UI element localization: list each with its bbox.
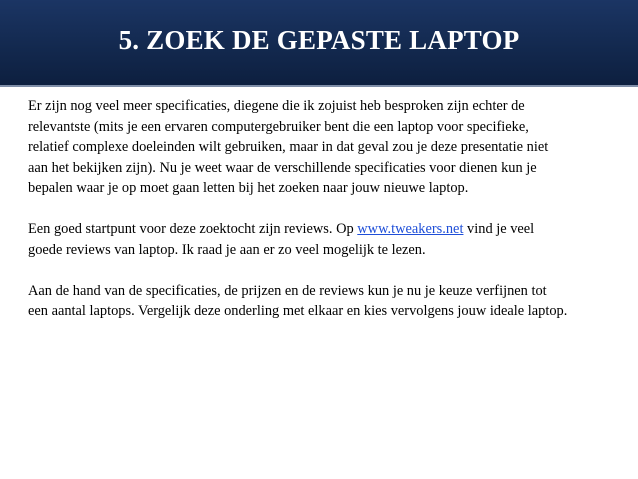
paragraph-line: aan het bekijken zijn). Nu je weet waar de verschillende specificaties voor dienen kun je xyxy=(28,159,537,176)
paragraph-line-with-link xyxy=(28,219,633,240)
title-bar xyxy=(0,0,638,87)
paragraph-line: relevantste (mits je een ervaren computergebruiker bent die een laptop voor specifieke, xyxy=(28,118,529,135)
paragraph-line: bepalen waar je op moet gaan letten bij het zoeken naar jouw nieuwe laptop. xyxy=(28,180,469,196)
text-before-link: Een goed startpunt voor deze zoektocht zijn reviews. Op xyxy=(28,221,358,237)
tweakers-link[interactable]: www.tweakers.net xyxy=(357,221,464,237)
slide-title: 5. ZOEK DE GEPASTE LAPTOP xyxy=(118,25,520,55)
paragraph-compare xyxy=(28,281,633,322)
paragraph-line: relatief complexe doeleinden wilt gebruiken, maar in dat geval zou je deze presentatie niet xyxy=(28,139,549,155)
paragraph-specifications xyxy=(28,96,633,199)
text-after-link: vind je veel xyxy=(463,221,535,237)
slide-body xyxy=(28,96,633,342)
paragraph-line: een aantal laptops. Vergelijk deze onderling met elkaar en kies vervolgens jouw ideale laptop. xyxy=(28,303,568,319)
paragraph-line: Er zijn nog veel meer specificaties, diegene die ik zojuist heb besproken zijn echter de xyxy=(28,98,525,114)
paragraph-line: Aan de hand van de specificaties, de prijzen en de reviews kun je nu je keuze verfijnen tot xyxy=(28,282,547,299)
paragraph-line: goede reviews van laptop. Ik raad je aan er zo veel mogelijk te lezen. xyxy=(28,241,426,258)
paragraph-reviews xyxy=(28,219,633,260)
